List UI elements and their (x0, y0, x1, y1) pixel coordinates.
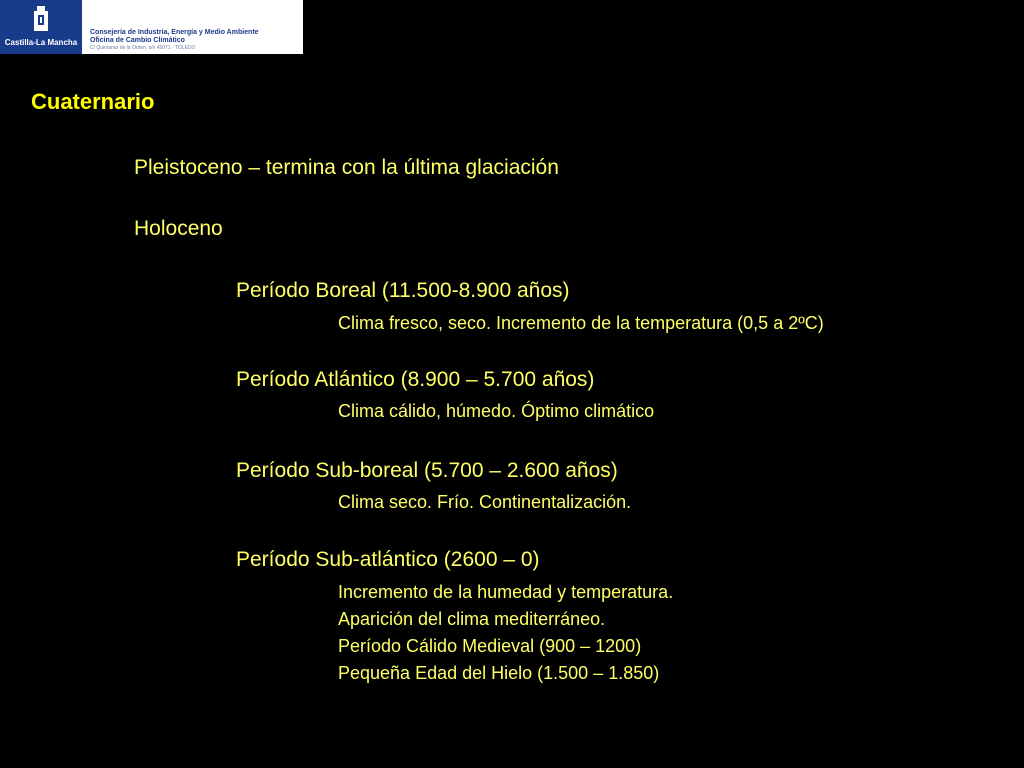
organization-name: Consejería de Industria, Energía y Medio Ambiente (90, 29, 259, 36)
boreal-heading: Período Boreal (11.500-8.900 años) (236, 279, 570, 302)
subboreal-detail: Clima seco. Frío. Continentalización. (338, 492, 632, 512)
atlantico-detail: Clima cálido, húmedo. Óptimo climático (338, 401, 655, 421)
office-name: Oficina de Cambio Climático (90, 37, 185, 44)
subatlantico-detail: Incremento de la humedad y temperatura. (338, 582, 674, 602)
header-banner (0, 0, 303, 54)
subatlantico-heading: Período Sub-atlántico (2600 – 0) (236, 548, 540, 571)
subatlantico-detail: Pequeña Edad del Hielo (1.500 – 1.850) (338, 663, 660, 683)
boreal-detail: Clima fresco, seco. Incremento de la temperatura (0,5 a 2ºC) (338, 313, 824, 333)
castilla-la-mancha-logo (0, 0, 82, 54)
office-address: C/ Quintanar de la Orden, s/n 45071 · TOLEDO (90, 45, 196, 51)
slide-title: Cuaternario (31, 89, 155, 114)
atlantico-heading: Período Atlántico (8.900 – 5.700 años) (236, 368, 595, 391)
pleistoceno-item: Pleistoceno – termina con la última glaciación (134, 156, 559, 179)
logo-text: Castilla-La Mancha (4, 38, 78, 47)
holoceno-item: Holoceno (134, 217, 223, 240)
subboreal-heading: Período Sub-boreal (5.700 – 2.600 años) (236, 459, 618, 482)
crest-icon (32, 5, 50, 35)
subatlantico-detail: Período Cálido Medieval (900 – 1200) (338, 636, 642, 656)
subatlantico-detail: Aparición del clima mediterráneo. (338, 609, 606, 629)
